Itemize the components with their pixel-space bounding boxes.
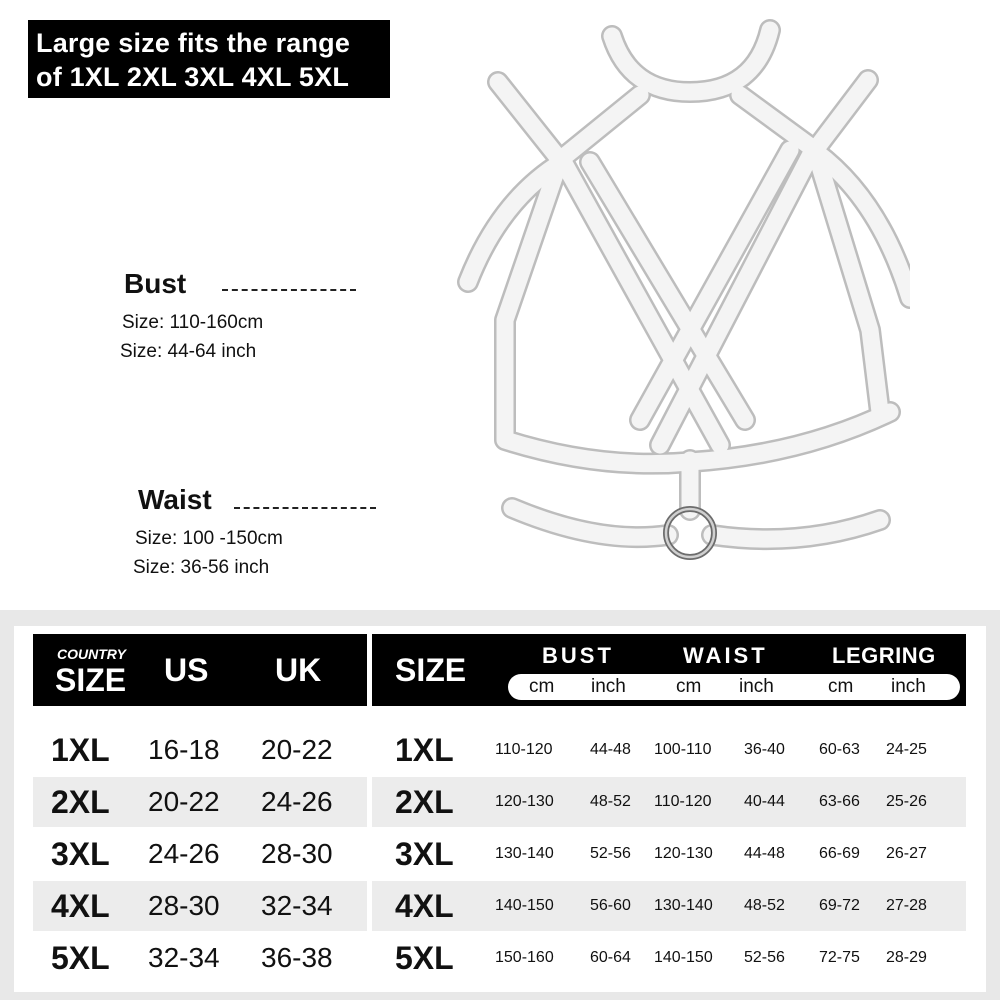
waist-leader-line	[234, 507, 376, 509]
row-us: 24-26	[148, 838, 220, 869]
table-row	[33, 725, 966, 775]
row-size: 5XL	[51, 940, 110, 976]
waist-size-cm: Size: 100 -150cm	[135, 528, 283, 549]
row-bust-cm: 130-140	[495, 845, 554, 862]
country-size-header	[33, 634, 367, 706]
row-uk: 28-30	[261, 838, 333, 869]
row-bust-cm: 110-120	[495, 741, 553, 758]
bust-title: Bust	[124, 268, 187, 299]
row-uk: 24-26	[261, 786, 333, 817]
legring-inch-label: inch	[891, 676, 926, 697]
row-waist-inch: 52-56	[744, 949, 785, 966]
table-row	[33, 933, 966, 983]
us-column-header: US	[164, 652, 209, 688]
row-size: 1XL	[51, 732, 110, 768]
bust-size-inch: Size: 44-64 inch	[120, 341, 257, 362]
row-size-right: 5XL	[395, 940, 454, 976]
row-size: 3XL	[51, 836, 110, 872]
row-waist-cm: 130-140	[654, 897, 713, 914]
row-us: 28-30	[148, 890, 220, 921]
row-bust-inch: 60-64	[590, 949, 631, 966]
row-size: 4XL	[51, 888, 110, 924]
size-range-banner	[28, 20, 390, 98]
uk-column-header: UK	[275, 652, 322, 688]
row-size-right: 2XL	[395, 784, 454, 820]
row-legring-inch: 28-29	[886, 949, 927, 966]
banner-line-1: Large size fits the range	[36, 28, 351, 58]
row-uk: 20-22	[261, 734, 333, 765]
row-waist-cm: 100-110	[654, 741, 712, 758]
waist-column-header: WAIST	[683, 643, 768, 668]
banner-line-2: of 1XL 2XL 3XL 4XL 5XL	[36, 62, 350, 92]
row-legring-cm: 69-72	[819, 897, 860, 914]
row-bust-inch: 48-52	[590, 793, 631, 810]
row-legring-inch: 24-25	[886, 741, 927, 758]
row-legring-inch: 26-27	[886, 845, 927, 862]
row-legring-cm: 63-66	[819, 793, 860, 810]
bust-inch-label: inch	[591, 676, 626, 697]
row-legring-cm: 66-69	[819, 845, 860, 862]
row-waist-inch: 40-44	[744, 793, 785, 810]
row-legring-inch: 27-28	[886, 897, 927, 914]
row-waist-cm: 120-130	[654, 845, 713, 862]
row-bust-inch: 52-56	[590, 845, 631, 862]
row-uk: 36-38	[261, 942, 333, 973]
waist-title: Waist	[138, 484, 212, 515]
table-row	[33, 829, 966, 879]
row-bust-inch: 56-60	[590, 897, 631, 914]
table-row	[33, 777, 966, 827]
waist-size-inch: Size: 36-56 inch	[133, 557, 270, 578]
legring-cm-label: cm	[828, 676, 854, 697]
bust-column-header: BUST	[542, 643, 614, 668]
row-us: 16-18	[148, 734, 220, 765]
row-waist-inch: 44-48	[744, 845, 785, 862]
row-waist-inch: 36-40	[744, 741, 785, 758]
row-us: 20-22	[148, 786, 220, 817]
row-bust-cm: 120-130	[495, 793, 554, 810]
bust-size-cm: Size: 110-160cm	[122, 312, 264, 333]
row-uk: 32-34	[261, 890, 333, 921]
row-waist-inch: 48-52	[744, 897, 785, 914]
row-size-right: 1XL	[395, 732, 454, 768]
legring-column-header: LEGRING	[832, 643, 936, 668]
row-legring-cm: 72-75	[819, 949, 860, 966]
table-row	[33, 881, 966, 931]
row-bust-cm: 140-150	[495, 897, 554, 914]
measurement-header	[372, 634, 966, 706]
row-size-right: 3XL	[395, 836, 454, 872]
row-legring-inch: 25-26	[886, 793, 927, 810]
row-bust-cm: 150-160	[495, 949, 554, 966]
row-waist-cm: 110-120	[654, 793, 712, 810]
row-size: 2XL	[51, 784, 110, 820]
harness-product-image	[440, 10, 910, 590]
country-label: COUNTRY	[57, 646, 126, 662]
row-legring-cm: 60-63	[819, 741, 860, 758]
row-waist-cm: 140-150	[654, 949, 713, 966]
waist-inch-label: inch	[739, 676, 774, 697]
size-label: SIZE	[55, 662, 127, 698]
row-size-right: 4XL	[395, 888, 454, 924]
bust-cm-label: cm	[529, 676, 555, 697]
right-size-header: SIZE	[395, 652, 467, 688]
waist-cm-label: cm	[676, 676, 702, 697]
row-us: 32-34	[148, 942, 220, 973]
column-divider	[367, 634, 372, 950]
bust-leader-line	[222, 289, 356, 291]
row-bust-inch: 44-48	[590, 741, 631, 758]
